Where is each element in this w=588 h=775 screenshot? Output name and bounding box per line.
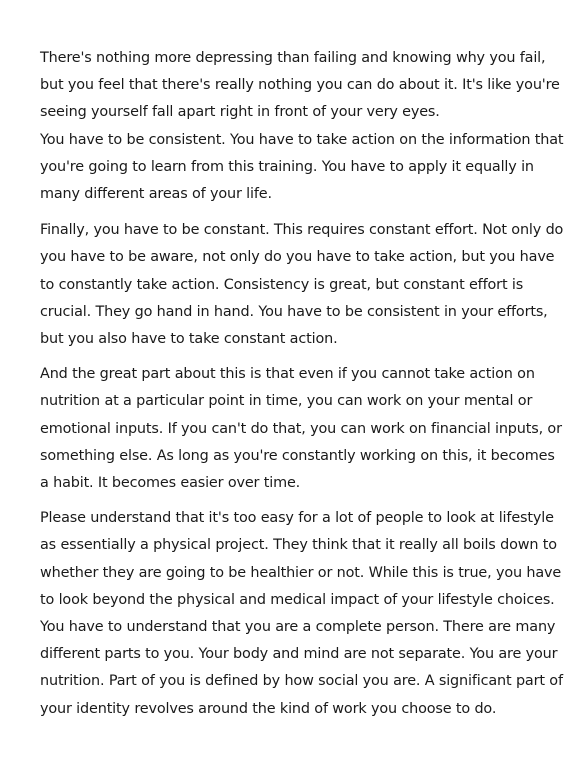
paragraph-2: You have to be consistent. You have to take action on the information that you're going to learn from this training. You have to apply it equally in many different areas of your life. <box>40 131 564 203</box>
paragraph-4: And the great part about this is that even if you cannot take action on nutrition at a particular point in time, you can work on your mental or emotional inputs. If you can't do that, you can work on financial inputs, or something else. As long as you're constantly working on this, it becomes a habit. It becomes easier over time. <box>40 366 562 492</box>
paragraph-5: Please understand that it's too easy for a lot of people to look at lifestyle as essentially a physical project. They think that it really all boils down to whether they are going to be healthier or not. While this is true, you have to look beyond the physical and medical impact of your lifestyle choices. <box>40 510 562 608</box>
paragraph-1: There's nothing more depressing than failing and knowing why you fail, but you feel that there's really nothing you can do about it. It's like you're seeing yourself fall apart right in front of your very eyes. <box>40 50 560 121</box>
document-body <box>40 45 565 723</box>
paragraph-6: You have to understand that you are a complete person. There are many different parts to you. Your body and mind are not separate. You are your nutrition. Part of you is defined by how social you are. A significant part of your identity revolves around the kind of work you choose to do. <box>40 619 563 717</box>
paragraph-3: Finally, you have to be constant. This requires constant effort. Not only do you have to be aware, not only do you have to take action, but you have to constantly take action. Consistency is great, but constant effort is crucial. They go hand in hand. You have to be consistent in your efforts, but you also have to take constant action. <box>40 222 564 348</box>
